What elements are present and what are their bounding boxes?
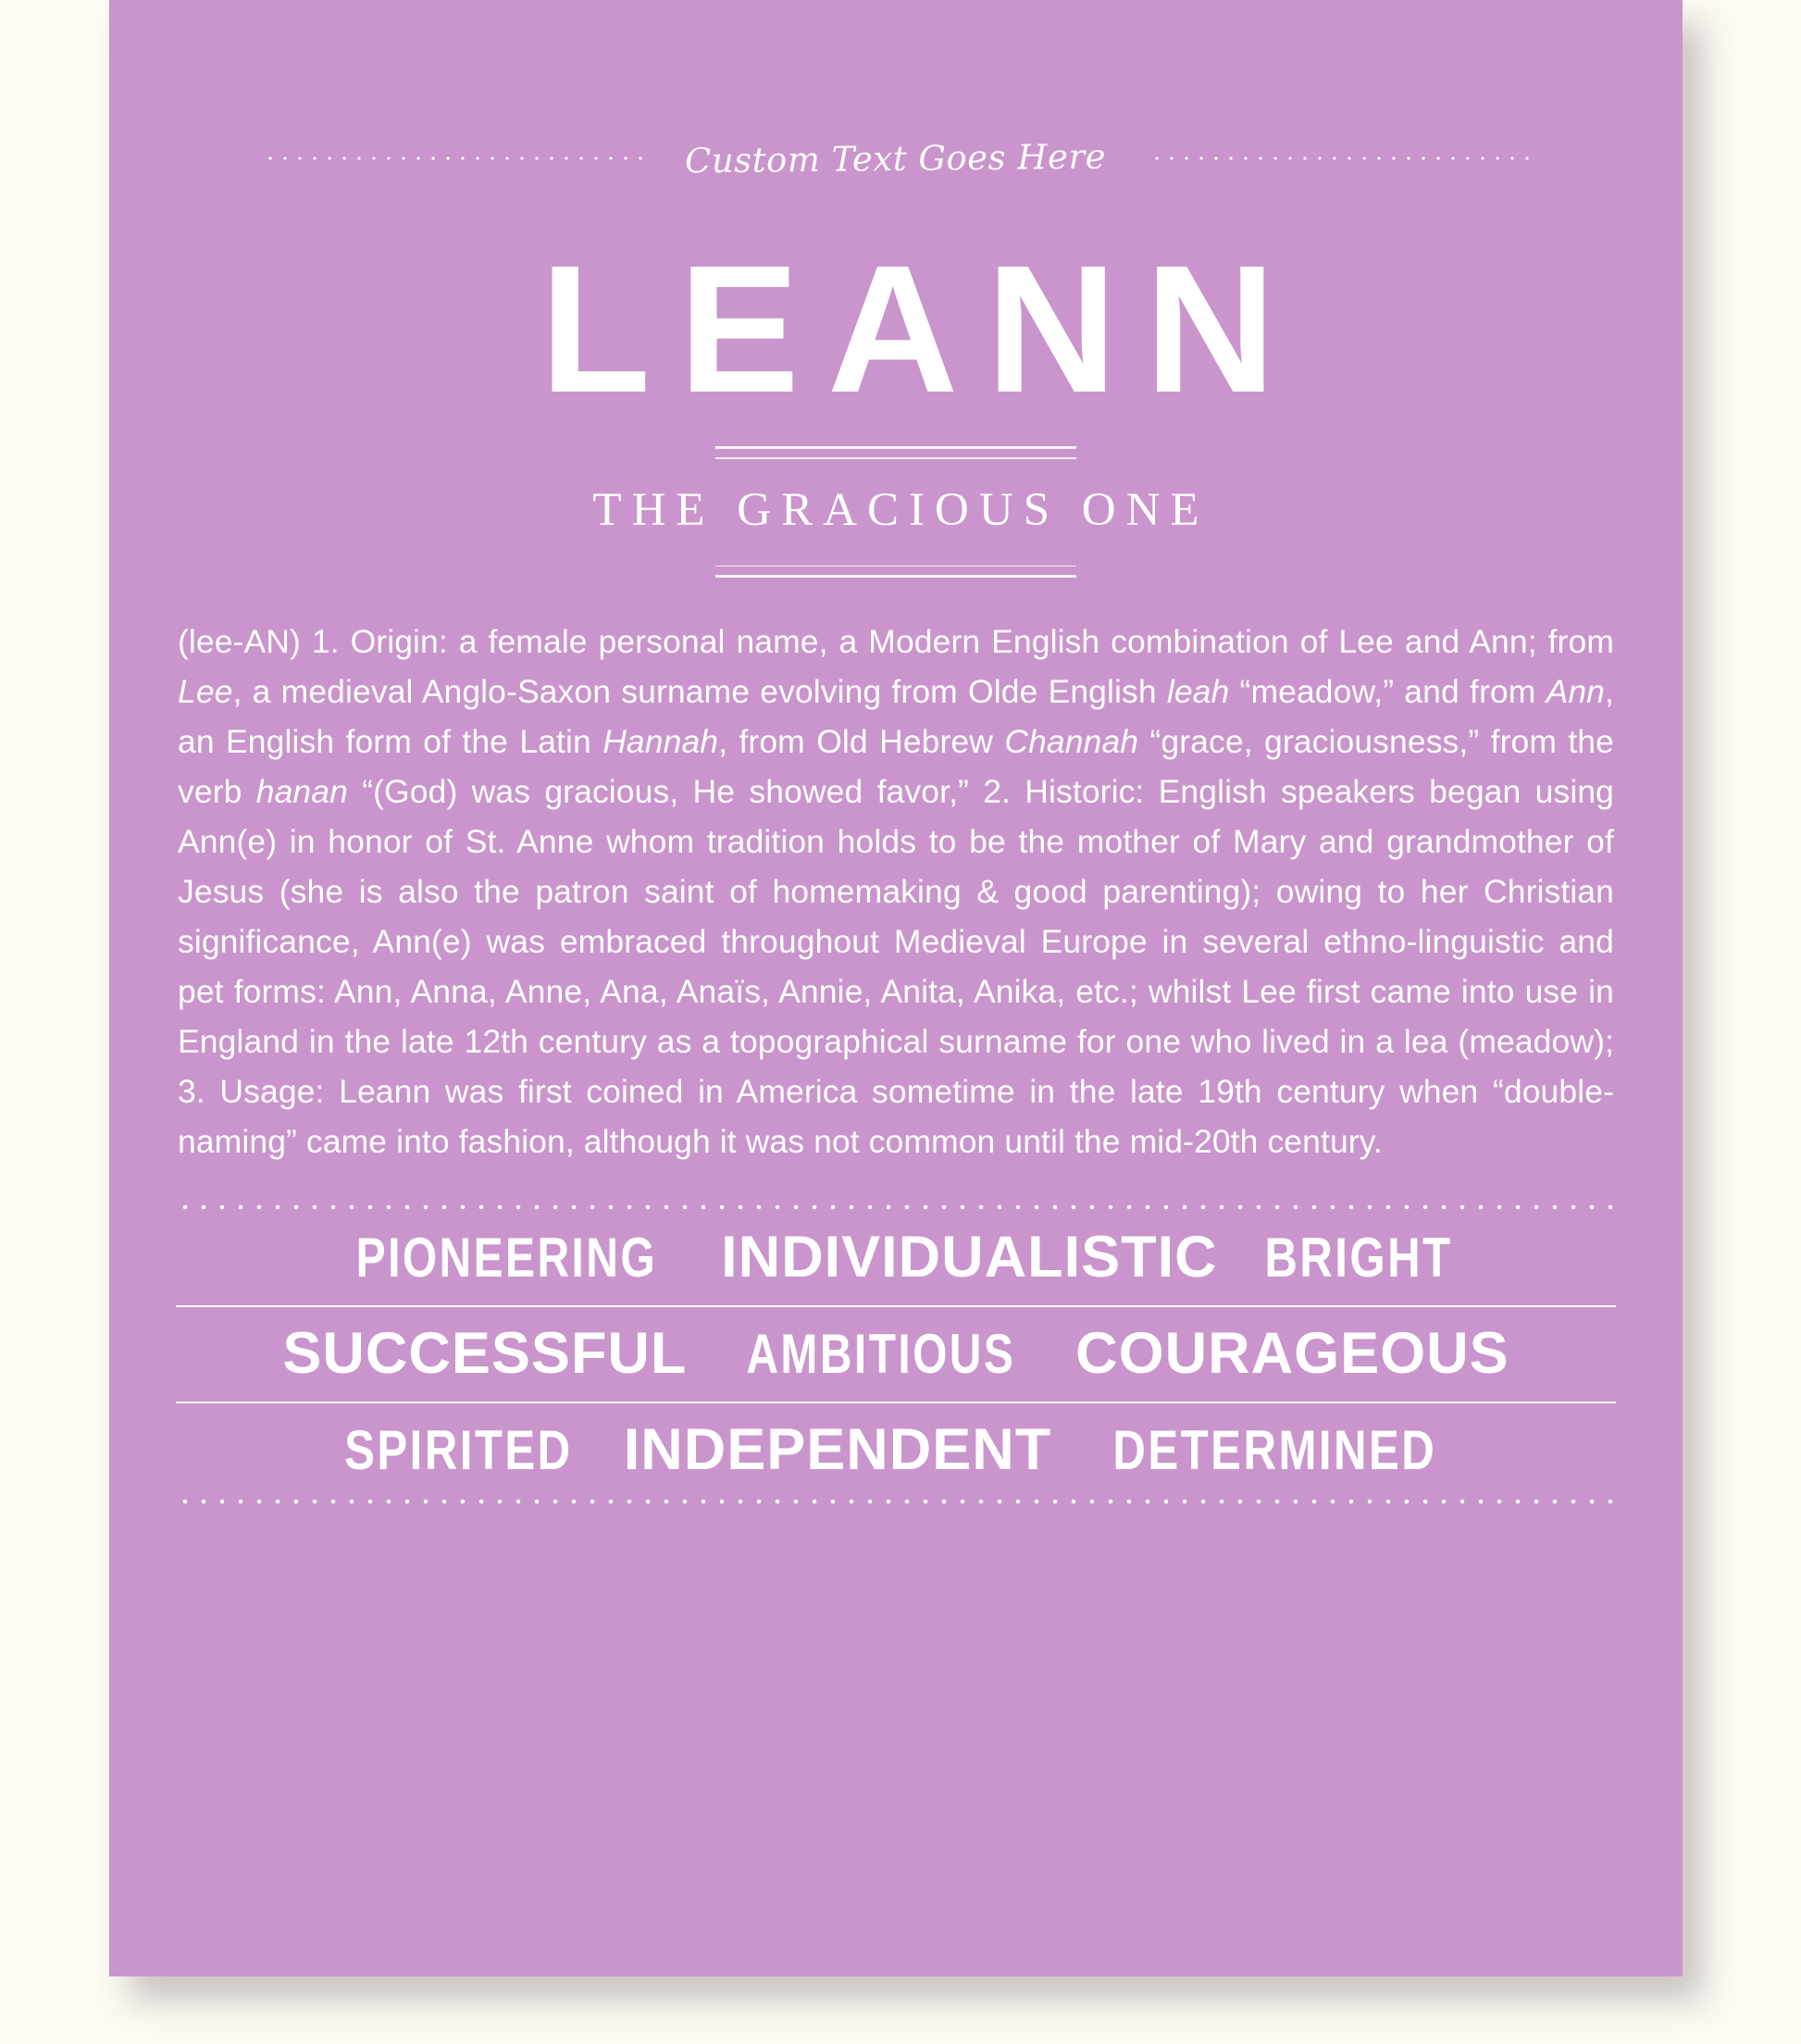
- definition-text: (lee-AN) 1. Origin: a female personal name, a Modern English combination of Lee and Ann; from Lee, a medieval Anglo-Saxon surname evolving from Olde English leah “meadow,” and from Ann, an English form of the Latin Hannah, from Old Hebrew Channah “grace, graciousness,” from the verb hanan “(God) was gracious, He showed favor,” 2. Historic: English speakers began using Ann(e) in honor of St. Anne whom tradition holds to be the mother of Mary and grandmother of Jesus (she is also the patron saint of homemaking & good parenting); owing to her Christian significance, Ann(e) was embraced throughout Medieval Europe in several ethno-linguistic and pet forms: Ann, Anna, Anne, Ana, Anaïs, Annie, Anita, Anika, etc.; whilst Lee first came into use in England in the late 12th century as a topographical surname for one who lived in a lea (meadow); 3. Usage: Leann was first coined in America sometime in the late 19th century when “double-naming” came into fashion, although it was not common until the mid-20th century.: [178, 623, 1615, 1160]
- trait-word: INDEPENDENT: [623, 1417, 1052, 1482]
- trait-word: INDIVIDUALISTIC: [721, 1225, 1218, 1290]
- ornament-divider-bottom: [715, 537, 1076, 579]
- traits-dotted-rule-top: [176, 1203, 1616, 1211]
- trait-word: COURAGEOUS: [1075, 1321, 1509, 1386]
- definition-paragraph: [178, 617, 1614, 1166]
- ornament-line-thick: [715, 575, 1076, 578]
- ornament-line-thin: [715, 457, 1076, 459]
- trait-word: DETERMINED: [1112, 1419, 1437, 1481]
- traits-separator-1: [176, 1305, 1616, 1307]
- ornament-line-thick: [715, 446, 1076, 449]
- traits-row-2: [170, 1307, 1621, 1402]
- name-art-poster: [109, 0, 1683, 1976]
- trait-word: PIONEERING: [356, 1227, 658, 1289]
- dotted-rule-left: [263, 156, 642, 161]
- traits-row-1: [170, 1211, 1621, 1305]
- custom-text-row: [170, 0, 1621, 213]
- traits-row-3: [170, 1403, 1621, 1498]
- dotted-rule-right: [1149, 156, 1529, 161]
- traits-section: [170, 1203, 1621, 1505]
- poster-canvas: [109, 0, 1683, 1976]
- custom-text: Custom Text Goes Here: [685, 136, 1107, 181]
- ornament-line-thin: [715, 566, 1076, 567]
- traits-dotted-rule-bottom: [176, 1498, 1616, 1505]
- trait-word: AMBITIOUS: [746, 1323, 1016, 1385]
- trait-word: SUCCESSFUL: [282, 1321, 688, 1386]
- page-title-name: LEANN: [540, 228, 1304, 430]
- trait-word: BRIGHT: [1263, 1227, 1453, 1289]
- trait-word: SPIRITED: [344, 1419, 573, 1481]
- name-meaning: THE GRACIOUS ONE: [592, 483, 1210, 536]
- traits-separator-2: [176, 1402, 1616, 1403]
